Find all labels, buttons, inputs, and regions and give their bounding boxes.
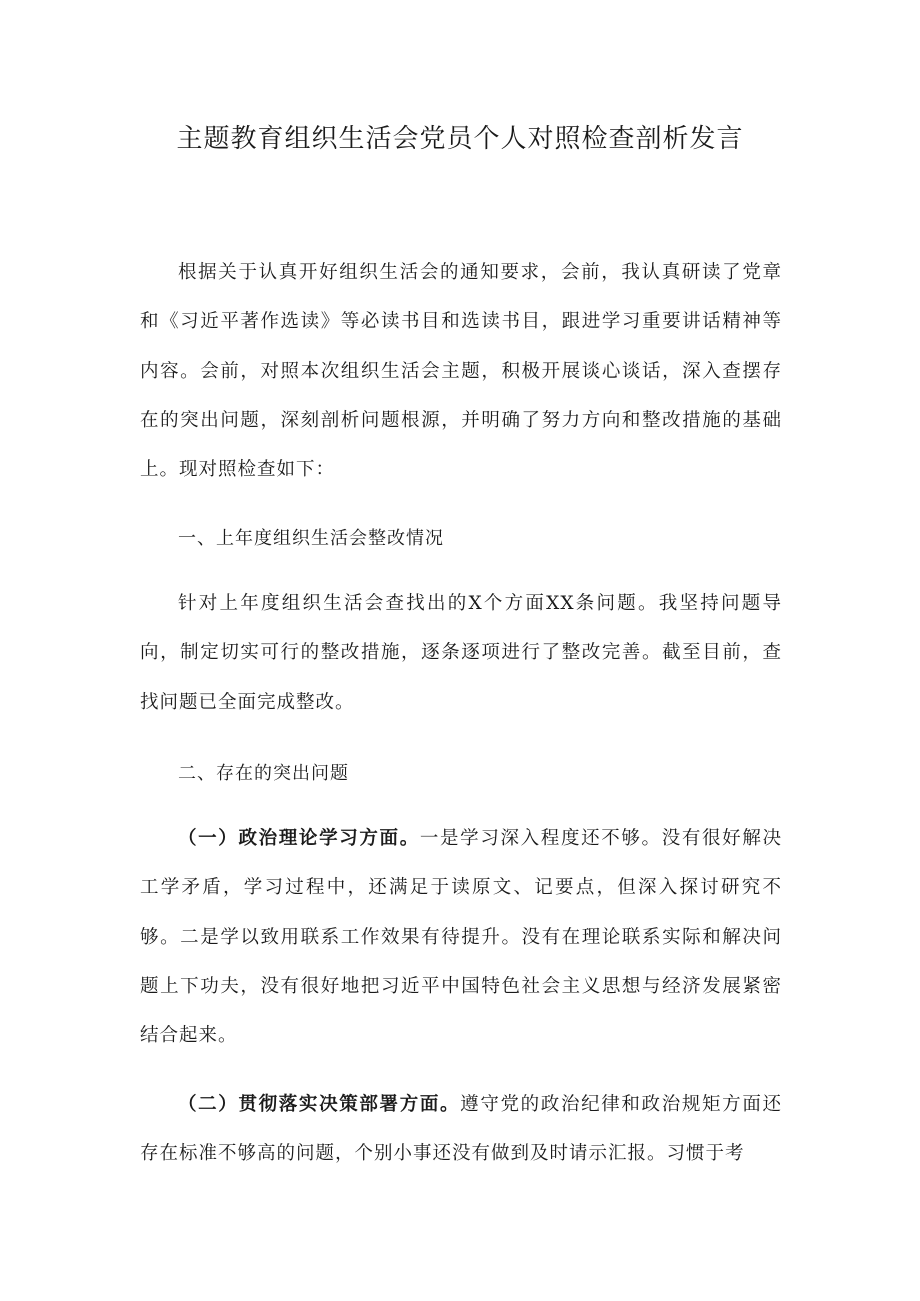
section2-item2-body: 遵守党的政治纪律和政治规矩方面还存在标准不够高的问题，个别小事还没有做到及时请示汇报。习惯于考 (140, 1094, 782, 1165)
document-title: 主题教育组织生活会党员个人对照检查剖析发言 (176, 124, 744, 154)
section2-item1-paragraph (140, 814, 782, 1060)
section1-paragraph: 针对上年度组织生活会查找出的X个方面XX条问题。我坚持问题导向，制定切实可行的整改措施，逐条逐项进行了整改完善。截至目前，查找问题已全面完成整改。 (140, 593, 782, 713)
section2-item1-body: 一是学习深入程度还不够。没有很好解决工学矛盾，学习过程中，还满足于读原文、记要点，但深入探讨研究不够。二是学以致用联系工作效果有待提升。没有在理论联系实际和解决问题上下功夫，没有很好地把习近平中国特色社会主义思想与经济发展紧密结合起来。 (140, 828, 782, 1047)
intro-paragraph: 根据关于认真开好组织生活会的通知要求，会前，我认真研读了党章和《习近平著作选读》等必读书目和选读书目，跟进学习重要讲话精神等内容。会前，对照本次组织生活会主题，积极开展谈心谈话，深入查摆存在的突出问题，深刻剖析问题根源，并明确了努力方向和整改措施的基础上。现对照检查如下： (140, 262, 782, 481)
section2-item1-lead: （一）政治理论学习方面。 (178, 828, 420, 849)
section-heading-2: 二、存在的突出问题 (178, 763, 349, 784)
section-heading-1: 一、上年度组织生活会整改情况 (178, 528, 444, 549)
section2-item2-paragraph (140, 1080, 782, 1179)
section2-item2-lead: （二）贯彻落实决策部署方面。 (178, 1094, 461, 1115)
